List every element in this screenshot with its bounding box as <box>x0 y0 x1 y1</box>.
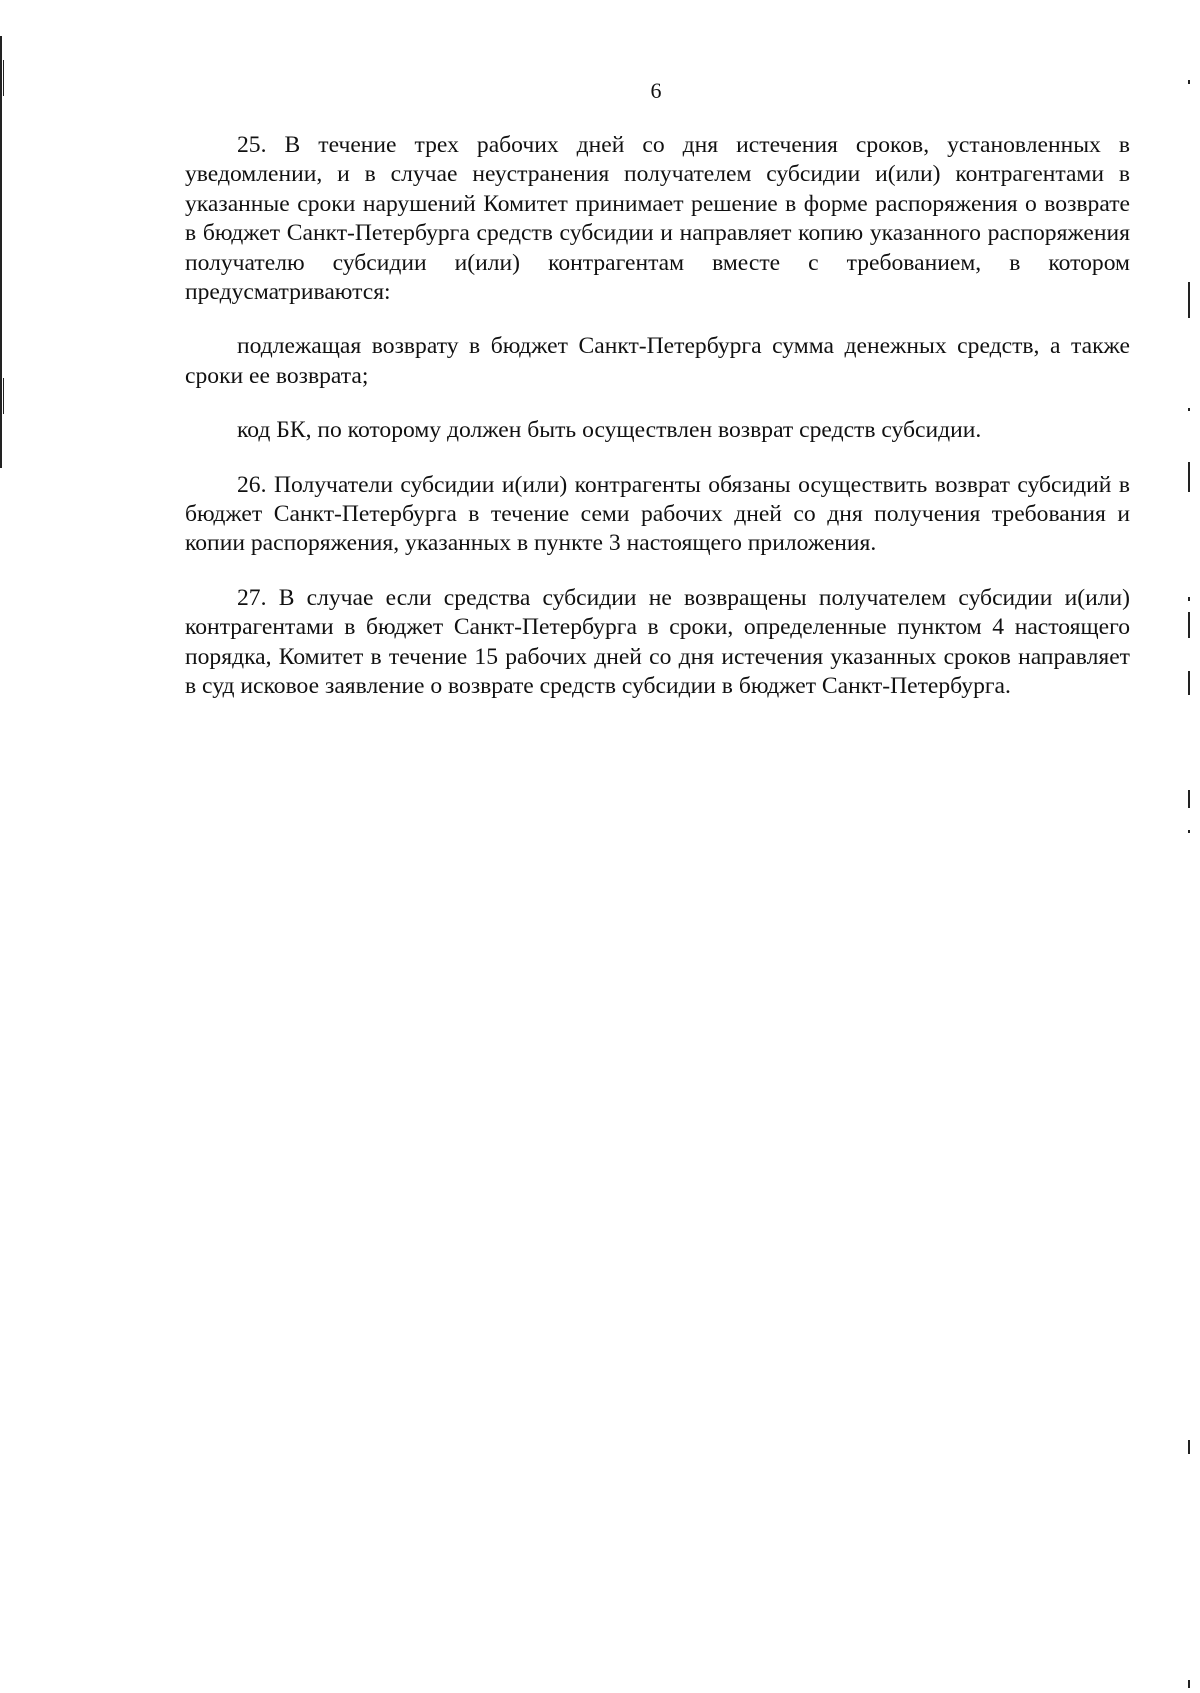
scan-edge-mark <box>1188 1440 1190 1454</box>
scan-edge-mark <box>3 378 4 414</box>
document-body <box>185 131 1130 702</box>
scan-edge-mark <box>1188 408 1190 411</box>
scan-edge-mark <box>1188 790 1190 808</box>
scan-edge-mark <box>1188 671 1190 695</box>
page-number: 6 <box>650 78 662 103</box>
paragraph-item-27: 27. В случае если средства субсидии не возвращены получателем субсидии и(или) контрагентами в бюджет Санкт-Петербурга в сроки, определенные пунктом 4 настоящего порядка, Комитет в течение 15 рабочих дней со дня истечения указанных сроков направляет в суд исковое заявление о возврате средств субсидии в бюджет Санкт-Петербурга. <box>185 584 1130 700</box>
scan-edge-mark <box>1188 282 1190 318</box>
scan-edge-mark <box>1188 1680 1190 1688</box>
paragraph-budget-code: код БК, по которому должен быть осуществлен возврат средств субсидии. <box>237 417 982 444</box>
scan-edge-mark <box>1188 597 1190 601</box>
scan-edge-mark <box>1188 612 1190 638</box>
paragraph-refund-amount: подлежащая возврату в бюджет Санкт-Петербурга сумма денежных средств, а также сроки ее возврата; <box>185 333 1130 389</box>
scan-edge-mark <box>1188 462 1190 492</box>
paragraph-item-26: 26. Получатели субсидии и(или) контрагенты обязаны осуществить возврат субсидий в бюджет Санкт-Петербурга в течение семи рабочих дней со дня получения требования и копии распоряжения, указанных в пункте 3 настоящего приложения. <box>185 471 1130 557</box>
paragraph-item-25: 25. В течение трех рабочих дней со дня истечения сроков, установленных в уведомлении, и в случае неустранения получателем субсидии и(или) контрагентами в указанные сроки нарушений Комитет принимает решение в форме распоряжения о возврате в бюджет Санкт-Петербурга средств субсидии и направляет копию указанного распоряжения получателю субсидии и(или) контрагентам вместе с требованием, в котором предусматриваются: <box>185 132 1130 306</box>
scan-edge-mark <box>1188 830 1190 833</box>
